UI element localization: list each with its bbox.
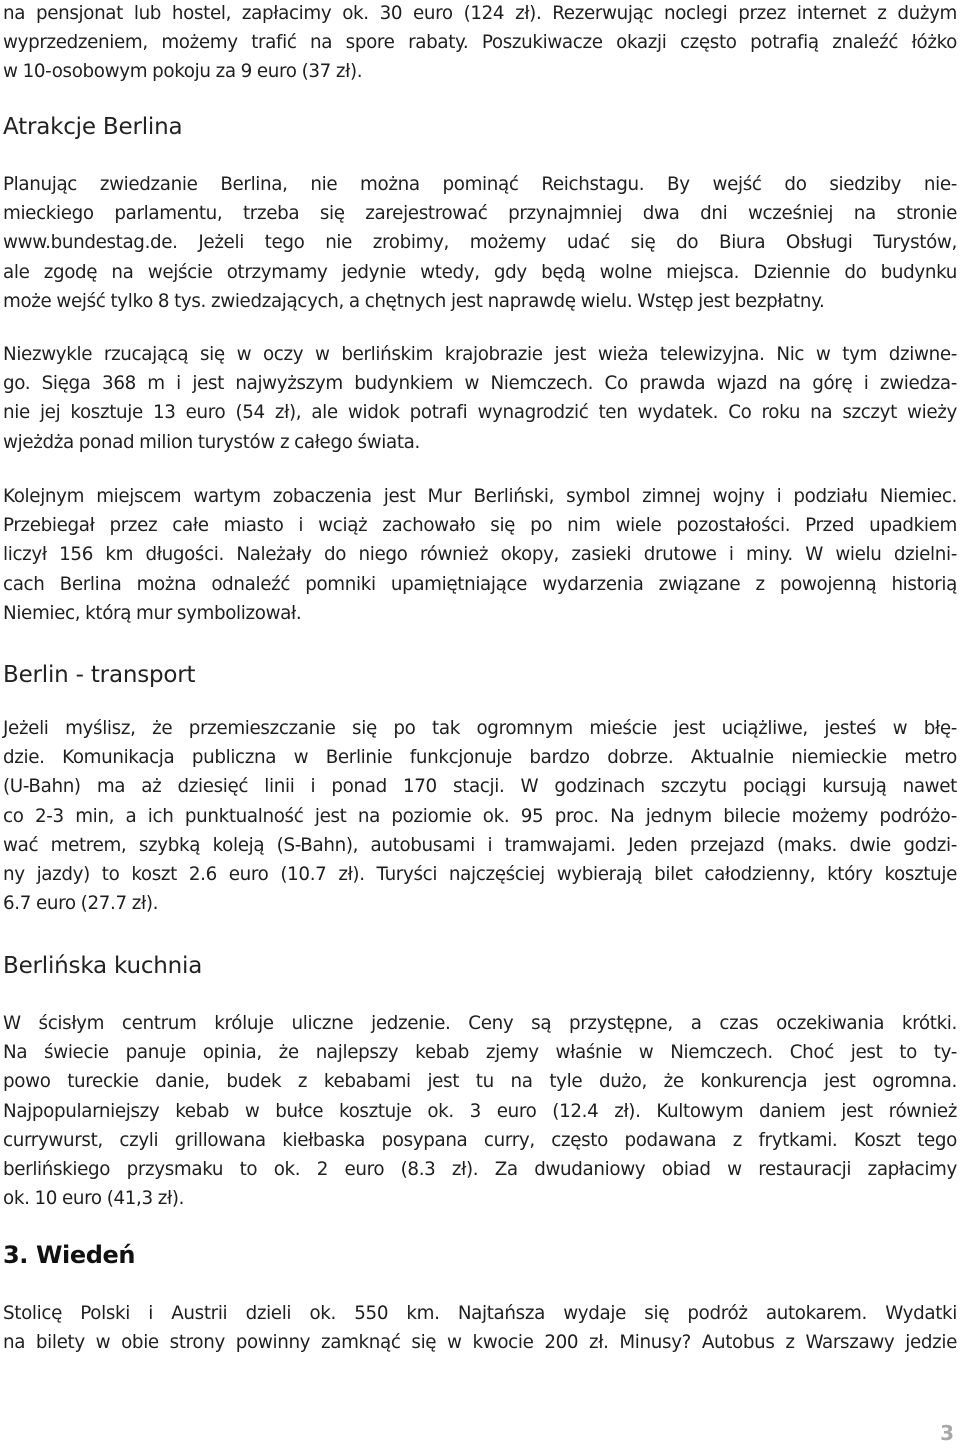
text-line: Jeżeli myślisz, że przemieszczanie się po tak ogromnym mieście jest uciążliwe, jesteś w błę- — [3, 718, 957, 739]
attractions-paragraph-tv-tower — [3, 340, 957, 457]
attractions-paragraph-1-block — [3, 170, 957, 316]
section-heading-vienna: 3. Wiedeń — [3, 1241, 136, 1269]
text-line: ok. 10 euro (41,3 zł). — [3, 1188, 185, 1210]
text-line: Na świecie panuje opinia, że najlepszy kebab zjemy właśnie w Niemczech. Choć jest to ty- — [3, 1042, 957, 1064]
text-line: może wejść tylko 8 tys. zwiedzających, a chętnych jest naprawdę wielu. Wstęp jest bezpłatny. — [3, 290, 825, 312]
text-line: Przebiegał przez całe miasto i wciąż zachowało się po nim wiele pozostałości. Przed upadkiem — [3, 515, 957, 537]
intro-paragraph-block — [3, 0, 957, 87]
cuisine-paragraph — [3, 1009, 957, 1213]
text-line: Stolicę Polski i Austrii dzieli ok. 550 km. Najtańsza wydaje się podróż autokarem. Wydatki — [3, 1303, 957, 1324]
section-transport-heading-block — [3, 660, 957, 690]
attractions-paragraph-2-block — [3, 340, 957, 457]
transport-paragraph — [3, 714, 957, 918]
text-line: go. Sięga 368 m i jest najwyższym budynkiem w Niemczech. Co prawda wjazd na górę i zwiedza- — [3, 373, 957, 395]
attractions-paragraph-3-block — [3, 482, 957, 628]
text-line: ny jazdy) to koszt 2.6 euro (10.7 zł). Turyści najczęściej wybierają bilet całodzienny, który kosztuje — [3, 864, 957, 886]
text-line: Niezwykle rzucającą się w oczy w berlińskim krajobrazie jest wieża telewizyjna. Nic w tym dziwne- — [3, 344, 957, 365]
cuisine-paragraph-block — [3, 1009, 957, 1213]
text-line: na bilety w obie strony powinny zamknąć się w kwocie 200 zł. Minusy? Autobus z Warszawy jedzie — [3, 1332, 957, 1354]
text-line: w 10-osobowym pokoju za 9 euro (37 zł). — [3, 61, 363, 83]
text-line: www.bundestag.de. Jeżeli tego nie zrobimy, możemy udać się do Biura Obsługi Turystów, — [3, 232, 957, 254]
text-line: na pensjonat lub hostel, zapłacimy ok. 30 euro (124 zł). Rezerwując noclegi przez internet z dużym — [3, 3, 957, 24]
text-line: berlińskiego przysmaku to ok. 2 euro (8.3 zł). Za dwudaniowy obiad w restauracji zapłacimy — [3, 1159, 957, 1181]
text-line: cach Berlina można odnaleźć pomniki upamiętniające wydarzenia związane z powojenną historią — [3, 573, 957, 595]
page-number: 3 — [940, 1421, 954, 1445]
text-line: mieckiego parlamentu, trzeba się zarejestrować przynajmniej dwa dni wcześniej na stronie — [3, 203, 957, 225]
section-cuisine-heading-block — [3, 951, 957, 981]
text-line: Najpopularniejszy kebab w bułce kosztuje ok. 3 euro (12.4 zł). Kultowym daniem jest również — [3, 1100, 957, 1122]
text-line: dzie. Komunikacja publiczna w Berlinie funkcjonuje bardzo dobrze. Aktualnie niemieckie metro — [3, 747, 957, 769]
text-line: currywurst, czyli grillowana kiełbaska posypana curry, często podawana z frytkami. Koszt tego — [3, 1129, 957, 1151]
text-line: powo tureckie danie, budek z kebabami jest tu na tyle dużo, że konkurencja jest ogromna. — [3, 1071, 957, 1093]
section-heading-transport: Berlin - transport — [3, 662, 196, 688]
vienna-paragraph — [3, 1299, 957, 1357]
text-line: (U-Bahn) ma aż dziesięć linii i ponad 170 stacji. W godzinach szczytu pociągi kursują nawet — [3, 776, 957, 798]
attractions-paragraph-reichstag — [3, 170, 957, 316]
section-heading-cuisine: Berlińska kuchnia — [3, 953, 203, 979]
text-line: wyprzedzeniem, możemy trafić na spore rabaty. Poszukiwacze okazji często potrafią znaleźć łóżko — [3, 32, 957, 54]
section-attractions-heading-block — [3, 112, 957, 142]
attractions-paragraph-berlin-wall — [3, 482, 957, 628]
intro-paragraph — [3, 0, 957, 87]
text-line: co 2-3 min, a ich punktualność jest na poziomie ok. 95 proc. Na jednym bilecie możemy podróżo- — [3, 805, 957, 827]
text-line: Kolejnym miejscem wartym zobaczenia jest Mur Berliński, symbol zimnej wojny i podziału Niemiec. — [3, 486, 957, 507]
text-line: W ścisłym centrum króluje uliczne jedzenie. Ceny są przystępne, a czas oczekiwania krótki. — [3, 1013, 957, 1034]
text-line: ale zgodę na wejście otrzymamy jedynie wtedy, gdy będą wolne miejsca. Dziennie do budynku — [3, 261, 957, 283]
text-line: wjeżdża ponad milion turystów z całego świata. — [3, 431, 420, 453]
transport-paragraph-block — [3, 714, 957, 918]
text-line: liczył 156 km długości. Należały do niego również okopy, zasieki drutowe i miny. W wielu dzielni- — [3, 544, 957, 566]
text-line: wać metrem, szybką koleją (S-Bahn), autobusami i tramwajami. Jeden przejazd (maks. dwie godzi- — [3, 834, 957, 856]
section-vienna-heading-block — [3, 1240, 957, 1270]
text-line: Planując zwiedzanie Berlina, nie można pominąć Reichstagu. By wejść do siedziby nie- — [3, 174, 957, 195]
text-line: nie jej kosztuje 13 euro (54 zł), ale widok potrafi wynagrodzić ten wydatek. Co roku na szczyt wieży — [3, 402, 957, 424]
text-line: Niemiec, którą mur symbolizował. — [3, 602, 302, 624]
section-heading-attractions: Atrakcje Berlina — [3, 114, 183, 140]
vienna-paragraph-block — [3, 1299, 957, 1357]
text-line: 6.7 euro (27.7 zł). — [3, 893, 159, 915]
